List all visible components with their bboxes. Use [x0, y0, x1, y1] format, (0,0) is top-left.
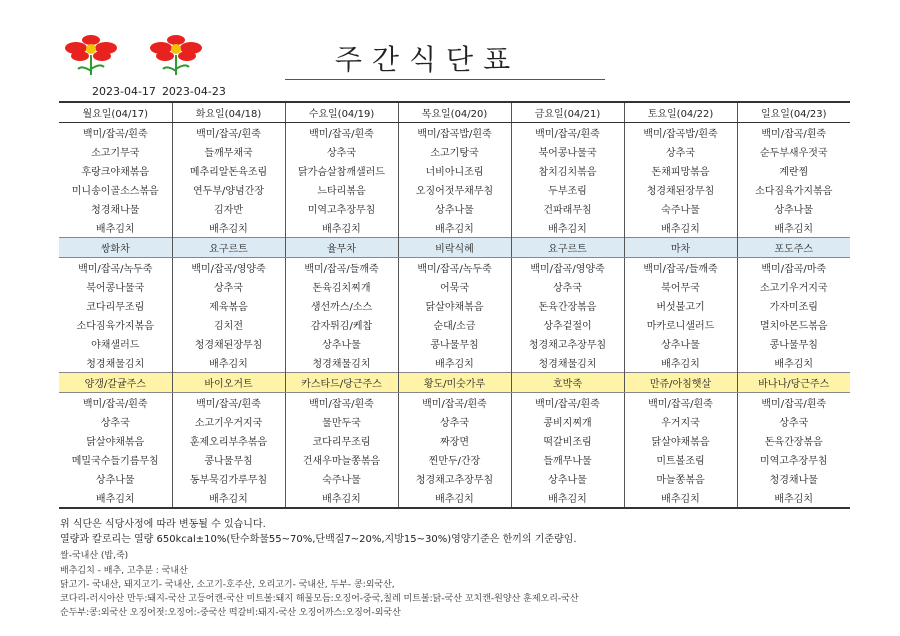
menu-cell: 배추김치: [624, 488, 737, 508]
menu-cell: 백미/잡곡/영양죽: [511, 258, 624, 278]
day-header: 목요일(04/20): [398, 102, 511, 123]
menu-cell: 후랑크야채볶음: [81, 167, 150, 178]
menu-cell: 백미/잡곡/들깨죽: [285, 258, 398, 278]
menu-cell: 멸치아몬드볶음: [737, 315, 850, 334]
menu-cell: 소다짐육가지볶음: [737, 180, 850, 199]
menu-cell: 우거지국: [624, 412, 737, 431]
menu-cell: 백미/잡곡/들깨죽: [624, 258, 737, 278]
menu-cell: 어묵국: [398, 277, 511, 296]
menu-cell: 백미/잡곡/흰죽: [82, 129, 148, 140]
snack-cell: 마차: [624, 238, 737, 258]
menu-cell: 백미/잡곡/흰죽: [285, 123, 398, 143]
dinner-row: [59, 393, 850, 413]
day-header: 수요일(04/19): [285, 102, 398, 123]
menu-cell: 순두부새우젓국: [737, 142, 850, 161]
breakfast-row: [59, 142, 850, 161]
menu-cell: 두부조림: [511, 180, 624, 199]
menu-cell: 상추나물: [624, 334, 737, 353]
menu-cell: 상추국: [172, 277, 285, 296]
menu-cell: 백미/잡곡/흰죽: [511, 123, 624, 143]
menu-cell: 상추나물: [285, 334, 398, 353]
menu-cell: 마카로니샐러드: [624, 315, 737, 334]
menu-cell: 북어콩나물국: [511, 142, 624, 161]
menu-cell: 오징어젓무채무침: [398, 180, 511, 199]
menu-cell: 청경채물김치: [86, 359, 145, 370]
menu-cell: 소고기탕국: [398, 142, 511, 161]
menu-cell: 미역고추장무침: [737, 450, 850, 469]
menu-cell: 콩나물무침: [172, 450, 285, 469]
menu-cell: 상추국: [511, 277, 624, 296]
menu-cell: 백미/잡곡/흰죽: [398, 393, 511, 413]
breakfast-row: [59, 218, 850, 238]
menu-cell: 백미/잡곡/영양죽: [172, 258, 285, 278]
menu-cell: 동부묵김가루무침: [172, 469, 285, 488]
day-header-row: [59, 102, 850, 123]
flower-icon: [62, 35, 120, 77]
snack-cell: 만쥬/아침햇살: [624, 373, 737, 393]
origin-line: 쌀-국내산 (밥,죽): [60, 551, 129, 561]
menu-cell: 백미/잡곡/마죽: [737, 258, 850, 278]
snack-cell: 비락식혜: [398, 238, 511, 258]
menu-cell: 들깨무나물: [511, 450, 624, 469]
menu-cell: 제육볶음: [172, 296, 285, 315]
menu-cell: 북어무국: [624, 277, 737, 296]
page-title: 주간식단표: [334, 43, 521, 76]
menu-cell: 김자반: [172, 199, 285, 218]
origin-line: 닭고기- 국내산, 돼지고기- 국내산, 소고기-호주산, 오리고기- 국내산, 두부- 콩:외국산,: [60, 580, 395, 590]
snack-cell: 양갱/갈귤주스: [59, 373, 172, 393]
menu-cell: 배추김치: [285, 218, 398, 238]
menu-cell: 미역고추장무침: [285, 199, 398, 218]
menu-cell: 코다리무조림: [86, 302, 145, 313]
menu-cell: 콩나물무침: [737, 334, 850, 353]
menu-cell: 백미/잡곡/흰죽: [737, 123, 850, 143]
menu-cell: 배추김치: [737, 353, 850, 373]
change-notice: 위 식단은 식당사정에 따라 변동될 수 있습니다.: [60, 519, 266, 530]
menu-cell: 소고기우거지국: [737, 277, 850, 296]
menu-cell: 건파래무침: [511, 199, 624, 218]
menu-cell: 백미/잡곡/흰죽: [172, 123, 285, 143]
menu-cell: 미트볼조림: [624, 450, 737, 469]
breakfast-row: [59, 180, 850, 199]
menu-cell: 배추김치: [398, 353, 511, 373]
menu-cell: 상추나물: [511, 469, 624, 488]
origin-line: 코다리-러시아산 만두:돼지-국산 고등어캔-국산 미트볼:돼지 해물모듬:오징어-중국,칠레 미트볼:닭-국산 꼬치캔-원양산 훈제오리-국산: [60, 594, 579, 604]
menu-cell: 청경채고추장무침: [511, 334, 624, 353]
menu-cell: 상추국: [100, 418, 130, 429]
lunch-row: [59, 258, 850, 278]
menu-cell: 소고기무국: [91, 148, 140, 159]
menu-cell: 배추김치: [172, 218, 285, 238]
menu-cell: 마늘쫑볶음: [624, 469, 737, 488]
day-header: 화요일(04/18): [172, 102, 285, 123]
snack-cell: 호박죽: [511, 373, 624, 393]
menu-cell: 소다짐육가지볶음: [76, 321, 154, 332]
day-header: 일요일(04/23): [737, 102, 850, 123]
menu-cell: 순대/소금: [398, 315, 511, 334]
menu-cell: 배추김치: [624, 353, 737, 373]
menu-cell: 찐만두/간장: [398, 450, 511, 469]
title-underline: [285, 79, 605, 80]
lunch-row: [59, 334, 850, 353]
date-range: [92, 85, 232, 98]
menu-cell: 백미/잡곡/녹두죽: [78, 264, 153, 275]
menu-cell: 상추국: [398, 412, 511, 431]
menu-cell: 느타리볶음: [285, 180, 398, 199]
menu-cell: 돈채피망볶음: [624, 161, 737, 180]
menu-cell: 청경채된장무침: [172, 334, 285, 353]
menu-cell: 백미/잡곡/녹두죽: [398, 258, 511, 278]
menu-cell: 짜장면: [398, 431, 511, 450]
menu-cell: 상추국: [285, 142, 398, 161]
menu-cell: 닭가슴살참깨샐러드: [285, 161, 398, 180]
menu-cell: 배추김치: [172, 488, 285, 508]
menu-cell: 배추김치: [172, 353, 285, 373]
calorie-notice: 열량과 칼로리는 열량 650kcal±10%(탄수화물55~70%,단백질7~20%,지방15~30%)영양기준은 한끼의 기준량임.: [60, 534, 577, 545]
menu-cell: 미니송이골소스볶음: [71, 186, 159, 197]
menu-cell: 상추나물: [398, 199, 511, 218]
menu-cell: 배추김치: [59, 488, 172, 508]
day-header: 금요일(04/21): [511, 102, 624, 123]
menu-cell: 북어콩나물국: [86, 283, 145, 294]
menu-cell: 청경채나물: [91, 205, 140, 216]
menu-cell: 상추나물: [737, 199, 850, 218]
menu-cell: 계란찜: [737, 161, 850, 180]
menu-cell: 청경채물김치: [511, 353, 624, 373]
menu-cell: 가자미조림: [737, 296, 850, 315]
dinner-row: [59, 488, 850, 508]
lunch-row: [59, 277, 850, 296]
menu-cell: 참치김치볶음: [511, 161, 624, 180]
snack_pm-row: [59, 373, 850, 393]
menu-cell: 백미/잡곡밥/흰죽: [398, 123, 511, 143]
dinner-row: [59, 412, 850, 431]
menu-cell: 배추김치: [285, 488, 398, 508]
snack-cell: 요구르트: [172, 238, 285, 258]
menu-cell: 백미/잡곡/흰죽: [511, 393, 624, 413]
menu-cell: 건새우마늘쫑볶음: [285, 450, 398, 469]
menu-cell: 닭살야채볶음: [624, 431, 737, 450]
snack-cell: 포도주스: [737, 238, 850, 258]
lunch-row: [59, 296, 850, 315]
origin-line: 순두부:콩:외국산 오징어젓:오징어:-중국산 떡갈비:돼지-국산 오징어까스:오징어-외국산: [60, 608, 401, 618]
menu-cell: 김치전: [172, 315, 285, 334]
menu-cell: 연두부/양념간장: [172, 180, 285, 199]
menu-cell: 소고기우거지국: [172, 412, 285, 431]
menu-cell: 배추김치: [624, 218, 737, 238]
menu-cell: 배추김치: [398, 218, 511, 238]
breakfast-row: [59, 123, 850, 143]
snack-cell: 쌍화차: [59, 238, 172, 258]
origin-line: 배추김치 - 배추, 고추분 : 국내산: [60, 566, 188, 576]
menu-cell: 백미/잡곡/흰죽: [285, 393, 398, 413]
snack-cell: 바이오거트: [172, 373, 285, 393]
menu-cell: 메밀국수들기름무침: [71, 456, 159, 467]
menu-cell: 들깨무채국: [172, 142, 285, 161]
menu-cell: 청경채나물: [737, 469, 850, 488]
menu-cell: 코다리무조림: [285, 431, 398, 450]
snack-cell: 황도/미숫가루: [398, 373, 511, 393]
lunch-row: [59, 315, 850, 334]
menu-cell: 백미/잡곡밥/흰죽: [624, 123, 737, 143]
dinner-row: [59, 469, 850, 488]
menu-cell: 상추국: [737, 412, 850, 431]
menu-cell: 상추겉절이: [511, 315, 624, 334]
breakfast-row: [59, 199, 850, 218]
menu-cell: 숙주나물: [624, 199, 737, 218]
menu-cell: 청경채물김치: [285, 353, 398, 373]
menu-cell: 콩나물무침: [398, 334, 511, 353]
menu-cell: 떡갈비조림: [511, 431, 624, 450]
menu-cell: 배추김치: [511, 218, 624, 238]
menu-cell: 훈제오리부추볶음: [172, 431, 285, 450]
menu-cell: 콩비지찌개: [511, 412, 624, 431]
menu-cell: 배추김치: [737, 218, 850, 238]
menu-cell: 돈육김치찌개: [285, 277, 398, 296]
date-end: 2023-04-23: [161, 85, 226, 98]
menu-cell: 백미/잡곡/흰죽: [737, 393, 850, 413]
menu-cell: 너비아니조림: [398, 161, 511, 180]
flower-icon: [147, 35, 205, 77]
menu-cell: 백미/잡곡/흰죽: [172, 393, 285, 413]
snack-cell: 바나나/당근주스: [737, 373, 850, 393]
day-header: 토요일(04/22): [624, 102, 737, 123]
menu-cell: 닭살야채볶음: [398, 296, 511, 315]
menu-cell: 백미/잡곡/흰죽: [624, 393, 737, 413]
dinner-row: [59, 431, 850, 450]
menu-cell: 배추김치: [737, 488, 850, 508]
snack-cell: 카스타드/당근주스: [285, 373, 398, 393]
menu-cell: 물만두국: [285, 412, 398, 431]
menu-cell: 배추김치: [95, 224, 135, 235]
date-start: 2023-04-17: [92, 85, 156, 98]
menu-cell: 상추국: [624, 142, 737, 161]
menu-table: [59, 101, 850, 509]
breakfast-row: [59, 161, 850, 180]
menu-cell: 닭살야채볶음: [86, 437, 145, 448]
menu-cell: 야채샐러드: [91, 340, 140, 351]
menu-cell: 버섯불고기: [624, 296, 737, 315]
snack-cell: 율무차: [285, 238, 398, 258]
menu-cell: 청경채된장무침: [624, 180, 737, 199]
snack_am-row: [59, 238, 850, 258]
day-header: 월요일(04/17): [59, 102, 172, 123]
snack-cell: 요구르트: [511, 238, 624, 258]
menu-cell: 돈육간장볶음: [737, 431, 850, 450]
lunch-row: [59, 353, 850, 373]
menu-cell: 생선까스/소스: [285, 296, 398, 315]
menu-cell: 상추나물: [95, 475, 135, 486]
menu-cell: 배추김치: [398, 488, 511, 508]
menu-cell: 감자튀김/케찹: [285, 315, 398, 334]
menu-cell: 백미/잡곡/흰죽: [82, 399, 148, 410]
dinner-row: [59, 450, 850, 469]
menu-cell: 숙주나물: [285, 469, 398, 488]
menu-cell: 메추리알돈육조림: [172, 161, 285, 180]
menu-cell: 배추김치: [511, 488, 624, 508]
menu-cell: 돈육간장볶음: [511, 296, 624, 315]
menu-cell: 청경채고추장무침: [398, 469, 511, 488]
